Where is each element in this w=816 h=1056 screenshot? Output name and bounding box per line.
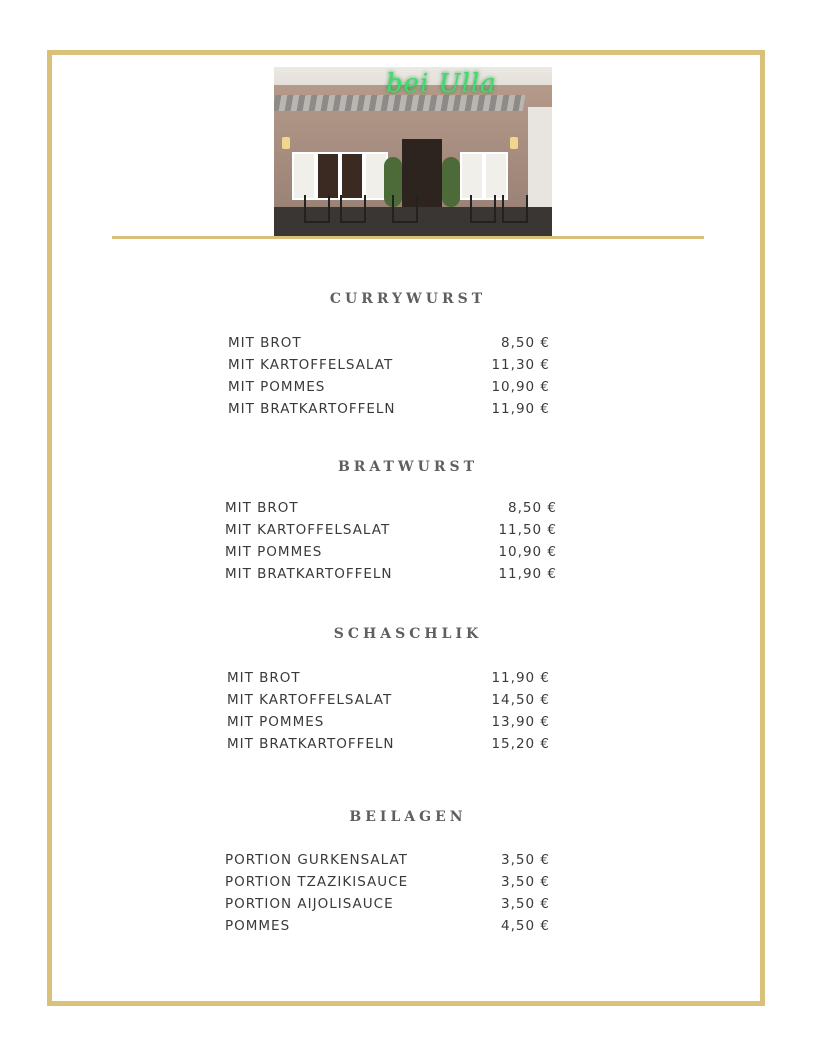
item-price: 3,50 € [501,874,550,890]
menu-item [225,519,557,541]
item-name: MIT BROT [228,335,302,351]
item-name: MIT BROT [225,500,299,516]
menu-item [225,563,557,585]
section-title: CURRYWURST [329,291,487,307]
section-title: SCHASCHLIK [333,626,483,642]
menu-item [225,893,550,915]
menu-item-list [225,497,557,585]
section-title: BRATWURST [337,459,479,475]
item-price: 11,90 € [491,670,550,686]
menu-item-list [225,849,550,937]
header-divider [112,236,704,239]
item-name: MIT POMMES [227,714,325,730]
item-name: PORTION AIJOLISAUCE [225,896,394,912]
menu-item [228,376,550,398]
item-name: MIT KARTOFFELSALAT [228,357,394,373]
item-name: PORTION GURKENSALAT [225,852,408,868]
item-price: 8,50 € [508,500,557,516]
menu-item [227,667,550,689]
section-title: BEILAGEN [349,809,467,825]
menu-item [225,915,550,937]
menu-item [227,733,550,755]
menu-item [228,398,550,420]
menu-item [225,497,557,519]
item-price: 4,50 € [501,918,550,934]
menu-item [227,689,550,711]
item-price: 8,50 € [501,335,550,351]
item-name: MIT KARTOFFELSALAT [227,692,393,708]
restaurant-storefront-photo [274,67,552,237]
menu-item-list [227,667,550,755]
menu-item [228,332,550,354]
item-price: 11,90 € [491,401,550,417]
item-name: MIT POMMES [228,379,326,395]
item-price: 15,20 € [491,736,550,752]
menu-item [225,849,550,871]
item-name: MIT BROT [227,670,301,686]
item-price: 14,50 € [491,692,550,708]
menu-item [225,871,550,893]
item-name: MIT BRATKARTOFFELN [227,736,395,752]
item-name: MIT BRATKARTOFFELN [225,566,393,582]
item-price: 11,50 € [498,522,557,538]
item-price: 11,90 € [498,566,557,582]
menu-item [228,354,550,376]
item-price: 10,90 € [498,544,557,560]
item-name: MIT BRATKARTOFFELN [228,401,396,417]
item-price: 3,50 € [501,852,550,868]
menu-item [225,541,557,563]
item-price: 11,30 € [491,357,550,373]
menu-item [227,711,550,733]
menu-item-list [228,332,550,420]
item-name: MIT POMMES [225,544,323,560]
item-price: 10,90 € [491,379,550,395]
item-name: POMMES [225,918,291,934]
item-price: 13,90 € [491,714,550,730]
item-name: MIT KARTOFFELSALAT [225,522,391,538]
item-name: PORTION TZAZIKISAUCE [225,874,409,890]
item-price: 3,50 € [501,896,550,912]
neon-sign: bei Ulla [386,69,497,99]
